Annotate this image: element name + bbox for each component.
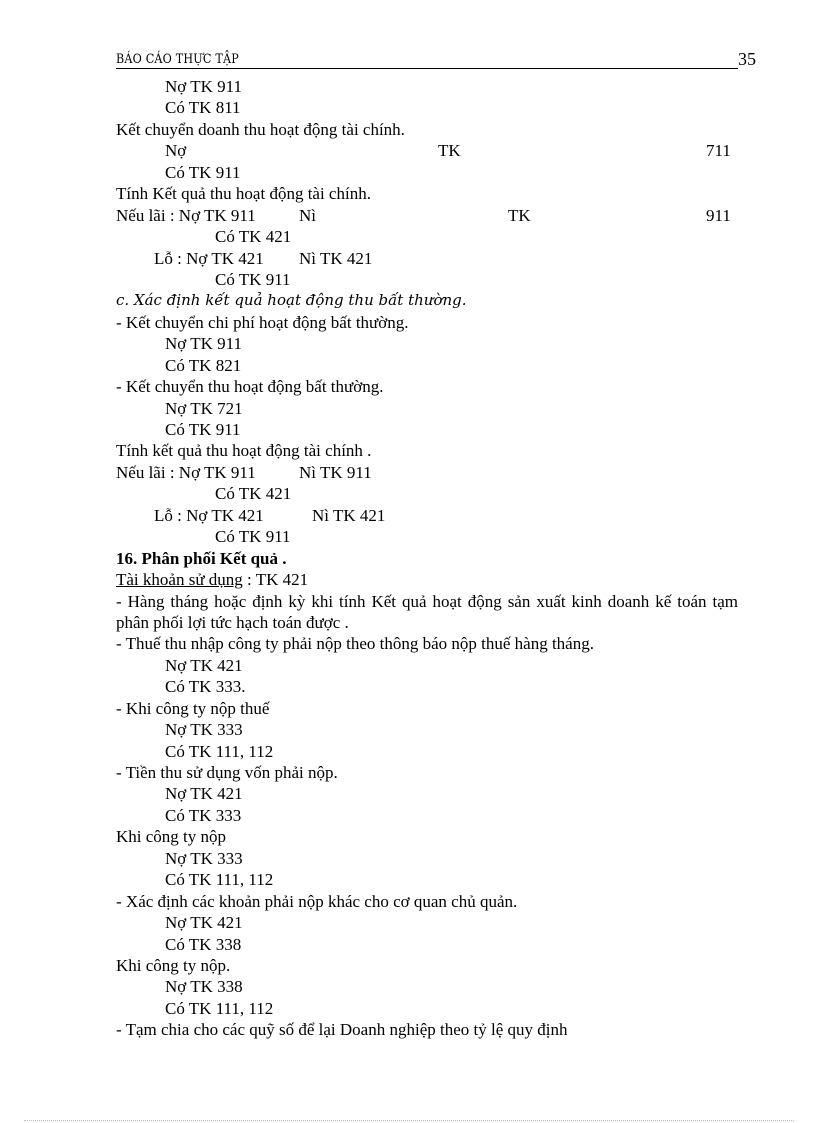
entry-credit: Có TK 111, 112 [165,998,274,1018]
page-number: 35 [738,49,756,69]
entry-credit: Có TK 333. [165,677,246,697]
bullet-text: - Khi công ty nộp thuế [116,698,270,718]
paragraph-text: Khi công ty nộp [116,827,227,847]
entry-account-number: 711 [706,141,731,161]
header-title: BÁO CÁO THỰC TẬP [116,52,239,67]
entry-debit: Nợ TK 911 [165,77,242,96]
bullet-text: - Tạm chia cho các quỹ số để lại Doanh nghiệp theo tỷ lệ quy định [116,1020,568,1040]
entry-credit: Có TK 821 [165,355,242,375]
paragraph-text: Tính kết quả thu hoạt động tài chính . [116,441,372,461]
entry-debit: Nợ TK 421 [165,784,243,804]
profit-entry-row [116,205,740,226]
profit-alt-label: Nì [299,205,316,225]
entry-credit: Có TK 911 [165,420,241,439]
bullet-paragraph: - Hàng tháng hoặc định kỳ khi tính Kết quả hoạt động sản xuất kinh doanh kế toán tạm phân phối lợi tức hạch toán được . [116,591,738,632]
profit-debit: Nếu lãi : Nợ TK 911 [116,205,256,225]
loss-alt: Nì TK 421 [299,248,373,268]
entry-credit: Có TK 911 [215,527,291,547]
entry-credit: Có TK 911 [215,269,291,289]
loss-entry-row [116,505,740,526]
profit-debit: Nếu lãi : Nợ TK 911 [116,462,256,482]
account-used-value: : TK 421 [242,570,309,590]
paragraph-text: Tính Kết quả thu hoạt động tài chính. [116,184,371,204]
entry-debit: Nợ TK 421 [165,913,243,933]
bullet-text: - Thuế thu nhập công ty phải nộp theo thông báo nộp thuế hàng tháng. [116,634,594,654]
entry-debit: Nợ TK 333 [165,720,243,740]
account-used-label: Tài khoản sử dụng [116,570,243,590]
page-bottom-border [24,1120,794,1121]
entry-credit: Có TK 911 [165,162,241,182]
bullet-text: - Xác định các khoản phải nộp khác cho cơ quan chủ quản. [116,891,518,911]
entry-credit: Có TK 421 [215,484,292,504]
entry-account-label: TK [438,141,461,161]
loss-debit: Lỗ : Nợ TK 421 [154,505,264,525]
paragraph-text: Kết chuyển doanh thu hoạt động tài chính. [116,119,405,139]
profit-alt: Nì TK 911 [299,462,372,482]
entry-credit: Có TK 111, 112 [165,741,274,761]
entry-credit: Có TK 421 [215,227,292,247]
document-body [116,76,740,1041]
entry-debit: Nợ TK 338 [165,977,243,997]
bullet-text: - Kết chuyển thu hoạt động bất thường. [116,377,384,397]
bullet-text: - Kết chuyển chi phí hoạt động bất thường. [116,312,409,332]
paragraph-text: Khi công ty nộp. [116,955,231,975]
entry-debit: Nợ TK 911 [165,334,242,354]
loss-debit: Lỗ : Nợ TK 421 [154,248,264,268]
profit-alt-account-label: TK [508,205,531,225]
profit-entry-row [116,462,740,483]
entry-credit: Có TK 811 [165,98,241,118]
profit-alt-account-number: 911 [706,205,731,225]
entry-credit: Có TK 338 [165,934,242,954]
entry-debit-spread [116,140,740,161]
entry-credit: Có TK 333 [165,805,242,825]
account-used-row [116,569,740,590]
page-header [116,48,738,69]
entry-debit-label: Nợ [165,141,187,161]
entry-debit: Nợ TK 333 [165,848,243,868]
loss-alt: Nì TK 421 [312,505,386,525]
section-heading: 16. Phân phối Kết quả . [116,548,287,568]
bullet-text: - Tiền thu sử dụng vốn phải nộp. [116,763,338,783]
entry-debit: Nợ TK 421 [165,655,243,675]
entry-debit: Nợ TK 721 [165,398,243,418]
entry-credit: Có TK 111, 112 [165,870,274,890]
subsection-heading: c. Xác định kết quả hoạt động thu bất thường. [116,291,467,310]
loss-entry-row [116,248,740,269]
